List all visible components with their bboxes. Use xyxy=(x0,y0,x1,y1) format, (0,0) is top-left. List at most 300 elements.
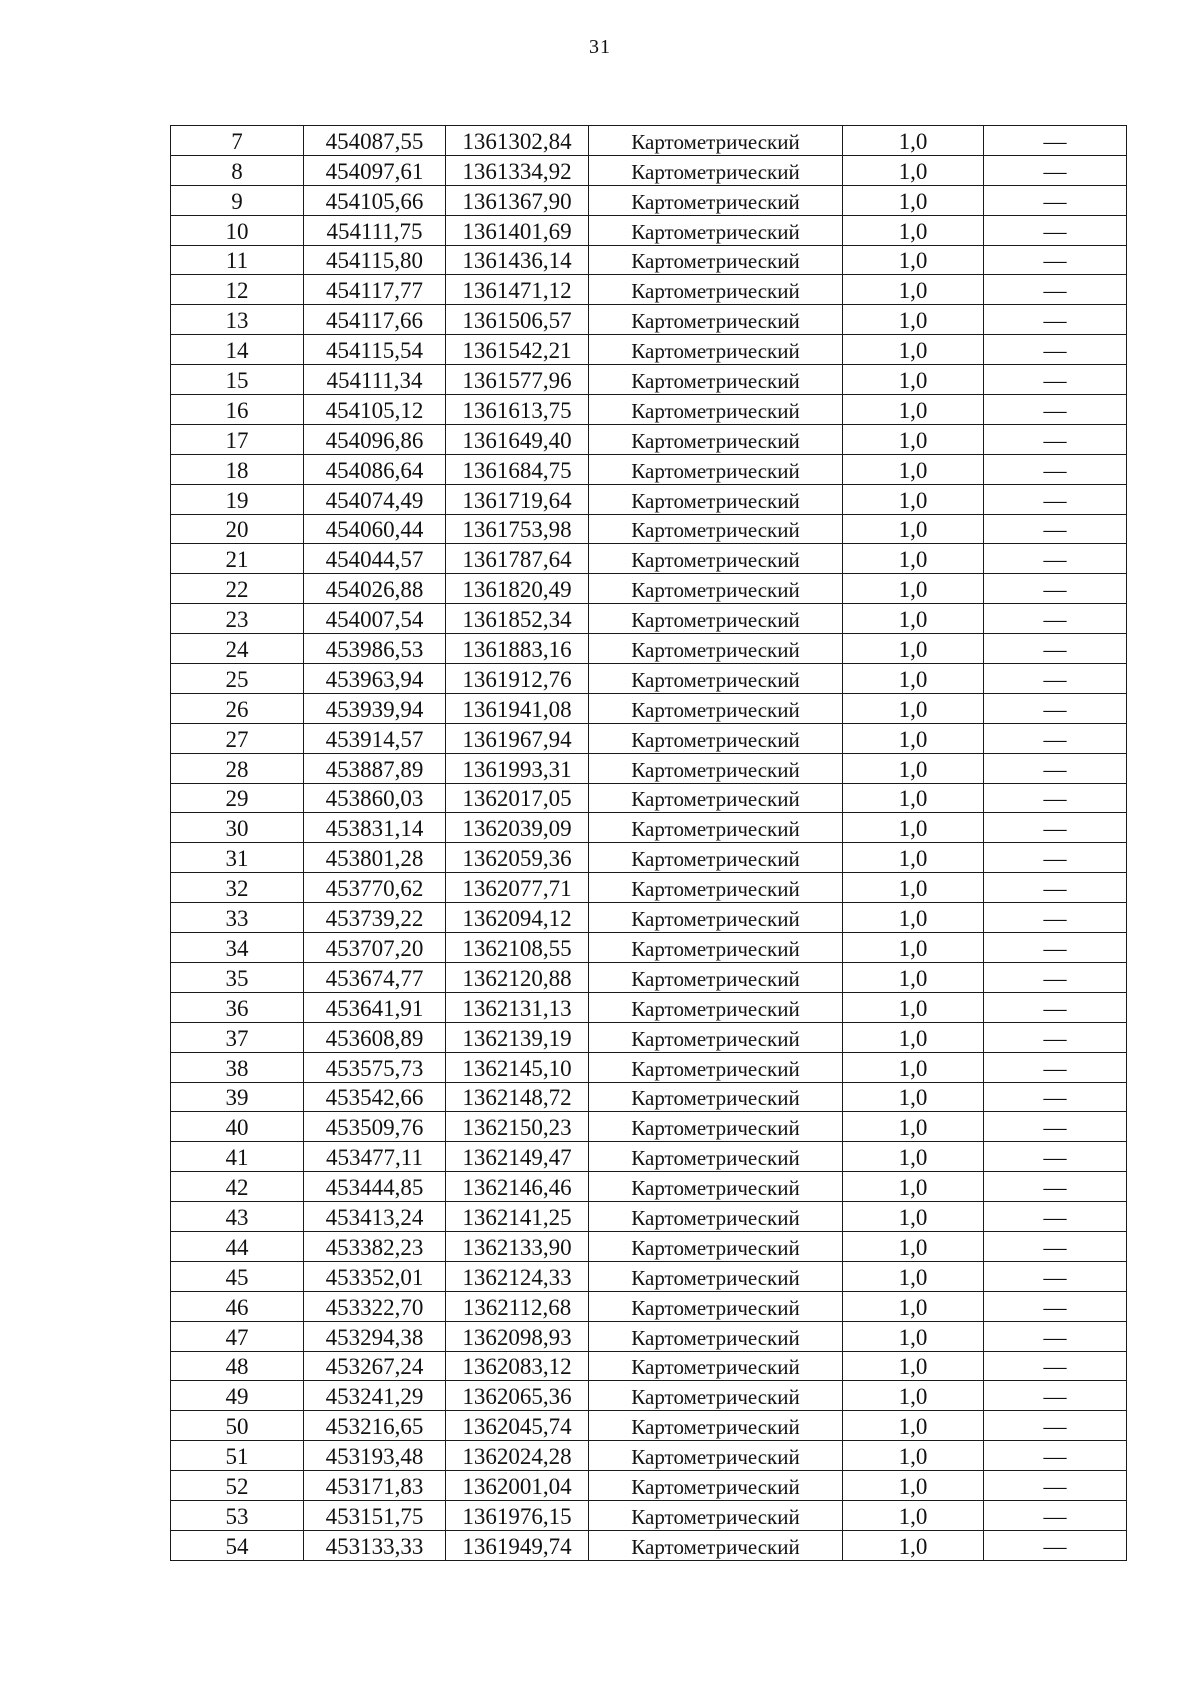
table-row xyxy=(171,693,1127,723)
description-cell: — xyxy=(984,1321,1127,1351)
point-number-cell: 11 xyxy=(171,245,304,275)
point-number-cell: 44 xyxy=(171,1231,304,1261)
x-coordinate-cell: 453770,62 xyxy=(304,873,446,903)
y-coordinate-cell: 1361542,21 xyxy=(446,335,589,365)
y-coordinate-cell: 1361993,31 xyxy=(446,753,589,783)
method-cell: Картометрический xyxy=(589,1022,843,1052)
table-row xyxy=(171,1112,1127,1142)
y-coordinate-cell: 1362133,90 xyxy=(446,1231,589,1261)
method-cell: Картометрический xyxy=(589,664,843,694)
x-coordinate-cell: 453887,89 xyxy=(304,753,446,783)
method-cell: Картометрический xyxy=(589,1142,843,1172)
accuracy-cell: 1,0 xyxy=(843,544,984,574)
method-cell: Картометрический xyxy=(589,365,843,395)
method-cell: Картометрический xyxy=(589,1082,843,1112)
method-cell: Картометрический xyxy=(589,1381,843,1411)
point-number-cell: 12 xyxy=(171,275,304,305)
accuracy-cell: 1,0 xyxy=(843,365,984,395)
x-coordinate-cell: 453914,57 xyxy=(304,723,446,753)
y-coordinate-cell: 1361302,84 xyxy=(446,126,589,156)
x-coordinate-cell: 453151,75 xyxy=(304,1500,446,1530)
table-row xyxy=(171,1530,1127,1560)
y-coordinate-cell: 1362094,12 xyxy=(446,903,589,933)
x-coordinate-cell: 454105,12 xyxy=(304,395,446,425)
method-cell: Картометрический xyxy=(589,1411,843,1441)
point-number-cell: 9 xyxy=(171,185,304,215)
accuracy-cell: 1,0 xyxy=(843,275,984,305)
description-cell: — xyxy=(984,185,1127,215)
accuracy-cell: 1,0 xyxy=(843,903,984,933)
table-row xyxy=(171,1351,1127,1381)
y-coordinate-cell: 1361883,16 xyxy=(446,634,589,664)
table-row xyxy=(171,1022,1127,1052)
x-coordinate-cell: 454096,86 xyxy=(304,424,446,454)
accuracy-cell: 1,0 xyxy=(843,1291,984,1321)
method-cell: Картометрический xyxy=(589,783,843,813)
point-number-cell: 28 xyxy=(171,753,304,783)
point-number-cell: 40 xyxy=(171,1112,304,1142)
method-cell: Картометрический xyxy=(589,514,843,544)
point-number-cell: 21 xyxy=(171,544,304,574)
point-number-cell: 37 xyxy=(171,1022,304,1052)
y-coordinate-cell: 1361941,08 xyxy=(446,693,589,723)
table-row xyxy=(171,992,1127,1022)
accuracy-cell: 1,0 xyxy=(843,574,984,604)
x-coordinate-cell: 453413,24 xyxy=(304,1202,446,1232)
x-coordinate-cell: 454026,88 xyxy=(304,574,446,604)
y-coordinate-cell: 1361949,74 xyxy=(446,1530,589,1560)
description-cell: — xyxy=(984,245,1127,275)
y-coordinate-cell: 1361684,75 xyxy=(446,454,589,484)
table-row xyxy=(171,245,1127,275)
description-cell: — xyxy=(984,1500,1127,1530)
point-number-cell: 32 xyxy=(171,873,304,903)
description-cell: — xyxy=(984,1411,1127,1441)
table-row xyxy=(171,305,1127,335)
y-coordinate-cell: 1362065,36 xyxy=(446,1381,589,1411)
method-cell: Картометрический xyxy=(589,813,843,843)
accuracy-cell: 1,0 xyxy=(843,843,984,873)
y-coordinate-cell: 1361912,76 xyxy=(446,664,589,694)
description-cell: — xyxy=(984,962,1127,992)
accuracy-cell: 1,0 xyxy=(843,1471,984,1501)
description-cell: — xyxy=(984,723,1127,753)
table-row xyxy=(171,873,1127,903)
method-cell: Картометрический xyxy=(589,215,843,245)
description-cell: — xyxy=(984,604,1127,634)
point-number-cell: 34 xyxy=(171,933,304,963)
description-cell: — xyxy=(984,275,1127,305)
description-cell: — xyxy=(984,1052,1127,1082)
table-row xyxy=(171,1471,1127,1501)
accuracy-cell: 1,0 xyxy=(843,215,984,245)
point-number-cell: 19 xyxy=(171,484,304,514)
x-coordinate-cell: 453444,85 xyxy=(304,1172,446,1202)
point-number-cell: 45 xyxy=(171,1261,304,1291)
point-number-cell: 7 xyxy=(171,126,304,156)
description-cell: — xyxy=(984,126,1127,156)
x-coordinate-cell: 453216,65 xyxy=(304,1411,446,1441)
table-row xyxy=(171,1082,1127,1112)
x-coordinate-cell: 453294,38 xyxy=(304,1321,446,1351)
method-cell: Картометрический xyxy=(589,723,843,753)
accuracy-cell: 1,0 xyxy=(843,723,984,753)
description-cell: — xyxy=(984,335,1127,365)
description-cell: — xyxy=(984,933,1127,963)
method-cell: Картометрический xyxy=(589,335,843,365)
y-coordinate-cell: 1361787,64 xyxy=(446,544,589,574)
point-number-cell: 51 xyxy=(171,1441,304,1471)
point-number-cell: 8 xyxy=(171,155,304,185)
method-cell: Картометрический xyxy=(589,574,843,604)
table-row xyxy=(171,155,1127,185)
x-coordinate-cell: 453963,94 xyxy=(304,664,446,694)
accuracy-cell: 1,0 xyxy=(843,454,984,484)
description-cell: — xyxy=(984,155,1127,185)
method-cell: Картометрический xyxy=(589,1261,843,1291)
accuracy-cell: 1,0 xyxy=(843,1172,984,1202)
y-coordinate-cell: 1361753,98 xyxy=(446,514,589,544)
accuracy-cell: 1,0 xyxy=(843,1082,984,1112)
accuracy-cell: 1,0 xyxy=(843,1231,984,1261)
description-cell: — xyxy=(984,783,1127,813)
y-coordinate-cell: 1362083,12 xyxy=(446,1351,589,1381)
accuracy-cell: 1,0 xyxy=(843,634,984,664)
point-number-cell: 20 xyxy=(171,514,304,544)
table-row xyxy=(171,215,1127,245)
description-cell: — xyxy=(984,813,1127,843)
description-cell: — xyxy=(984,1530,1127,1560)
y-coordinate-cell: 1361820,49 xyxy=(446,574,589,604)
point-number-cell: 49 xyxy=(171,1381,304,1411)
point-number-cell: 13 xyxy=(171,305,304,335)
description-cell: — xyxy=(984,514,1127,544)
table-row xyxy=(171,365,1127,395)
x-coordinate-cell: 453674,77 xyxy=(304,962,446,992)
x-coordinate-cell: 453575,73 xyxy=(304,1052,446,1082)
point-number-cell: 25 xyxy=(171,664,304,694)
method-cell: Картометрический xyxy=(589,424,843,454)
table-row xyxy=(171,1411,1127,1441)
table-row xyxy=(171,783,1127,813)
y-coordinate-cell: 1362017,05 xyxy=(446,783,589,813)
table-row xyxy=(171,933,1127,963)
x-coordinate-cell: 454115,54 xyxy=(304,335,446,365)
table-row xyxy=(171,664,1127,694)
point-number-cell: 46 xyxy=(171,1291,304,1321)
description-cell: — xyxy=(984,693,1127,723)
accuracy-cell: 1,0 xyxy=(843,933,984,963)
description-cell: — xyxy=(984,1231,1127,1261)
accuracy-cell: 1,0 xyxy=(843,664,984,694)
method-cell: Картометрический xyxy=(589,753,843,783)
description-cell: — xyxy=(984,454,1127,484)
accuracy-cell: 1,0 xyxy=(843,1441,984,1471)
table-row xyxy=(171,514,1127,544)
accuracy-cell: 1,0 xyxy=(843,1381,984,1411)
table-row xyxy=(171,335,1127,365)
accuracy-cell: 1,0 xyxy=(843,245,984,275)
x-coordinate-cell: 453322,70 xyxy=(304,1291,446,1321)
description-cell: — xyxy=(984,1381,1127,1411)
description-cell: — xyxy=(984,903,1127,933)
accuracy-cell: 1,0 xyxy=(843,1500,984,1530)
point-number-cell: 31 xyxy=(171,843,304,873)
x-coordinate-cell: 453477,11 xyxy=(304,1142,446,1172)
description-cell: — xyxy=(984,753,1127,783)
x-coordinate-cell: 453860,03 xyxy=(304,783,446,813)
method-cell: Картометрический xyxy=(589,1500,843,1530)
accuracy-cell: 1,0 xyxy=(843,305,984,335)
table-row xyxy=(171,1441,1127,1471)
point-number-cell: 14 xyxy=(171,335,304,365)
description-cell: — xyxy=(984,1471,1127,1501)
point-number-cell: 24 xyxy=(171,634,304,664)
y-coordinate-cell: 1362145,10 xyxy=(446,1052,589,1082)
y-coordinate-cell: 1362098,93 xyxy=(446,1321,589,1351)
accuracy-cell: 1,0 xyxy=(843,1052,984,1082)
point-number-cell: 48 xyxy=(171,1351,304,1381)
x-coordinate-cell: 453939,94 xyxy=(304,693,446,723)
accuracy-cell: 1,0 xyxy=(843,1321,984,1351)
accuracy-cell: 1,0 xyxy=(843,155,984,185)
method-cell: Картометрический xyxy=(589,1052,843,1082)
y-coordinate-cell: 1361401,69 xyxy=(446,215,589,245)
y-coordinate-cell: 1362149,47 xyxy=(446,1142,589,1172)
accuracy-cell: 1,0 xyxy=(843,1411,984,1441)
point-number-cell: 16 xyxy=(171,395,304,425)
accuracy-cell: 1,0 xyxy=(843,424,984,454)
point-number-cell: 30 xyxy=(171,813,304,843)
accuracy-cell: 1,0 xyxy=(843,395,984,425)
table-row xyxy=(171,1261,1127,1291)
x-coordinate-cell: 454105,66 xyxy=(304,185,446,215)
table-row xyxy=(171,813,1127,843)
y-coordinate-cell: 1362124,33 xyxy=(446,1261,589,1291)
table-row xyxy=(171,634,1127,664)
x-coordinate-cell: 453509,76 xyxy=(304,1112,446,1142)
y-coordinate-cell: 1362120,88 xyxy=(446,962,589,992)
point-number-cell: 29 xyxy=(171,783,304,813)
description-cell: — xyxy=(984,305,1127,335)
method-cell: Картометрический xyxy=(589,1471,843,1501)
point-number-cell: 52 xyxy=(171,1471,304,1501)
x-coordinate-cell: 453739,22 xyxy=(304,903,446,933)
point-number-cell: 43 xyxy=(171,1202,304,1232)
method-cell: Картометрический xyxy=(589,992,843,1022)
table-row xyxy=(171,753,1127,783)
description-cell: — xyxy=(984,664,1127,694)
x-coordinate-cell: 453608,89 xyxy=(304,1022,446,1052)
y-coordinate-cell: 1362141,25 xyxy=(446,1202,589,1232)
x-coordinate-cell: 454044,57 xyxy=(304,544,446,574)
method-cell: Картометрический xyxy=(589,484,843,514)
table-row xyxy=(171,484,1127,514)
point-number-cell: 35 xyxy=(171,962,304,992)
point-number-cell: 33 xyxy=(171,903,304,933)
method-cell: Картометрический xyxy=(589,1530,843,1560)
y-coordinate-cell: 1361577,96 xyxy=(446,365,589,395)
x-coordinate-cell: 454074,49 xyxy=(304,484,446,514)
description-cell: — xyxy=(984,992,1127,1022)
table-row xyxy=(171,843,1127,873)
table-row xyxy=(171,723,1127,753)
accuracy-cell: 1,0 xyxy=(843,1202,984,1232)
point-number-cell: 23 xyxy=(171,604,304,634)
description-cell: — xyxy=(984,634,1127,664)
y-coordinate-cell: 1362059,36 xyxy=(446,843,589,873)
x-coordinate-cell: 454111,75 xyxy=(304,215,446,245)
x-coordinate-cell: 453382,23 xyxy=(304,1231,446,1261)
y-coordinate-cell: 1362112,68 xyxy=(446,1291,589,1321)
table-row xyxy=(171,1321,1127,1351)
method-cell: Картометрический xyxy=(589,962,843,992)
table-row xyxy=(171,1381,1127,1411)
accuracy-cell: 1,0 xyxy=(843,693,984,723)
method-cell: Картометрический xyxy=(589,1231,843,1261)
accuracy-cell: 1,0 xyxy=(843,1142,984,1172)
table-row xyxy=(171,1172,1127,1202)
description-cell: — xyxy=(984,365,1127,395)
accuracy-cell: 1,0 xyxy=(843,1022,984,1052)
x-coordinate-cell: 453542,66 xyxy=(304,1082,446,1112)
table-row xyxy=(171,1231,1127,1261)
y-coordinate-cell: 1361334,92 xyxy=(446,155,589,185)
y-coordinate-cell: 1362039,09 xyxy=(446,813,589,843)
description-cell: — xyxy=(984,1142,1127,1172)
y-coordinate-cell: 1361506,57 xyxy=(446,305,589,335)
table-row xyxy=(171,903,1127,933)
y-coordinate-cell: 1362024,28 xyxy=(446,1441,589,1471)
accuracy-cell: 1,0 xyxy=(843,1351,984,1381)
accuracy-cell: 1,0 xyxy=(843,514,984,544)
description-cell: — xyxy=(984,1261,1127,1291)
accuracy-cell: 1,0 xyxy=(843,1530,984,1560)
coordinates-table-body xyxy=(171,126,1127,1561)
method-cell: Картометрический xyxy=(589,1112,843,1142)
x-coordinate-cell: 454111,34 xyxy=(304,365,446,395)
method-cell: Картометрический xyxy=(589,126,843,156)
table-row xyxy=(171,126,1127,156)
method-cell: Картометрический xyxy=(589,1321,843,1351)
x-coordinate-cell: 454097,61 xyxy=(304,155,446,185)
y-coordinate-cell: 1362146,46 xyxy=(446,1172,589,1202)
x-coordinate-cell: 454117,77 xyxy=(304,275,446,305)
table-row xyxy=(171,185,1127,215)
point-number-cell: 10 xyxy=(171,215,304,245)
point-number-cell: 53 xyxy=(171,1500,304,1530)
x-coordinate-cell: 453133,33 xyxy=(304,1530,446,1560)
accuracy-cell: 1,0 xyxy=(843,604,984,634)
table-row xyxy=(171,604,1127,634)
accuracy-cell: 1,0 xyxy=(843,484,984,514)
point-number-cell: 39 xyxy=(171,1082,304,1112)
y-coordinate-cell: 1361471,12 xyxy=(446,275,589,305)
accuracy-cell: 1,0 xyxy=(843,962,984,992)
x-coordinate-cell: 454087,55 xyxy=(304,126,446,156)
x-coordinate-cell: 453707,20 xyxy=(304,933,446,963)
method-cell: Картометрический xyxy=(589,903,843,933)
x-coordinate-cell: 453352,01 xyxy=(304,1261,446,1291)
y-coordinate-cell: 1362077,71 xyxy=(446,873,589,903)
y-coordinate-cell: 1362001,04 xyxy=(446,1471,589,1501)
x-coordinate-cell: 454115,80 xyxy=(304,245,446,275)
x-coordinate-cell: 454060,44 xyxy=(304,514,446,544)
point-number-cell: 42 xyxy=(171,1172,304,1202)
x-coordinate-cell: 454086,64 xyxy=(304,454,446,484)
accuracy-cell: 1,0 xyxy=(843,1261,984,1291)
y-coordinate-cell: 1361367,90 xyxy=(446,185,589,215)
method-cell: Картометрический xyxy=(589,634,843,664)
description-cell: — xyxy=(984,1351,1127,1381)
table-row xyxy=(171,424,1127,454)
y-coordinate-cell: 1362150,23 xyxy=(446,1112,589,1142)
description-cell: — xyxy=(984,843,1127,873)
table-row xyxy=(171,1500,1127,1530)
description-cell: — xyxy=(984,1022,1127,1052)
point-number-cell: 50 xyxy=(171,1411,304,1441)
y-coordinate-cell: 1361613,75 xyxy=(446,395,589,425)
point-number-cell: 36 xyxy=(171,992,304,1022)
description-cell: — xyxy=(984,484,1127,514)
method-cell: Картометрический xyxy=(589,305,843,335)
description-cell: — xyxy=(984,574,1127,604)
y-coordinate-cell: 1361852,34 xyxy=(446,604,589,634)
method-cell: Картометрический xyxy=(589,693,843,723)
y-coordinate-cell: 1361976,15 xyxy=(446,1500,589,1530)
accuracy-cell: 1,0 xyxy=(843,873,984,903)
method-cell: Картометрический xyxy=(589,843,843,873)
point-number-cell: 47 xyxy=(171,1321,304,1351)
method-cell: Картометрический xyxy=(589,1291,843,1321)
table-row xyxy=(171,574,1127,604)
description-cell: — xyxy=(984,1202,1127,1232)
description-cell: — xyxy=(984,1441,1127,1471)
method-cell: Картометрический xyxy=(589,544,843,574)
description-cell: — xyxy=(984,873,1127,903)
table-row xyxy=(171,1291,1127,1321)
accuracy-cell: 1,0 xyxy=(843,185,984,215)
y-coordinate-cell: 1361649,40 xyxy=(446,424,589,454)
method-cell: Картометрический xyxy=(589,1441,843,1471)
method-cell: Картометрический xyxy=(589,185,843,215)
accuracy-cell: 1,0 xyxy=(843,783,984,813)
point-number-cell: 18 xyxy=(171,454,304,484)
point-number-cell: 54 xyxy=(171,1530,304,1560)
method-cell: Картометрический xyxy=(589,873,843,903)
table-row xyxy=(171,962,1127,992)
x-coordinate-cell: 453193,48 xyxy=(304,1441,446,1471)
method-cell: Картометрический xyxy=(589,275,843,305)
x-coordinate-cell: 453267,24 xyxy=(304,1351,446,1381)
method-cell: Картометрический xyxy=(589,155,843,185)
table-row xyxy=(171,1142,1127,1172)
method-cell: Картометрический xyxy=(589,1172,843,1202)
method-cell: Картометрический xyxy=(589,454,843,484)
description-cell: — xyxy=(984,1291,1127,1321)
accuracy-cell: 1,0 xyxy=(843,992,984,1022)
point-number-cell: 17 xyxy=(171,424,304,454)
accuracy-cell: 1,0 xyxy=(843,813,984,843)
description-cell: — xyxy=(984,1082,1127,1112)
x-coordinate-cell: 453986,53 xyxy=(304,634,446,664)
y-coordinate-cell: 1362139,19 xyxy=(446,1022,589,1052)
description-cell: — xyxy=(984,1112,1127,1142)
method-cell: Картометрический xyxy=(589,1202,843,1232)
x-coordinate-cell: 454007,54 xyxy=(304,604,446,634)
point-number-cell: 26 xyxy=(171,693,304,723)
accuracy-cell: 1,0 xyxy=(843,753,984,783)
